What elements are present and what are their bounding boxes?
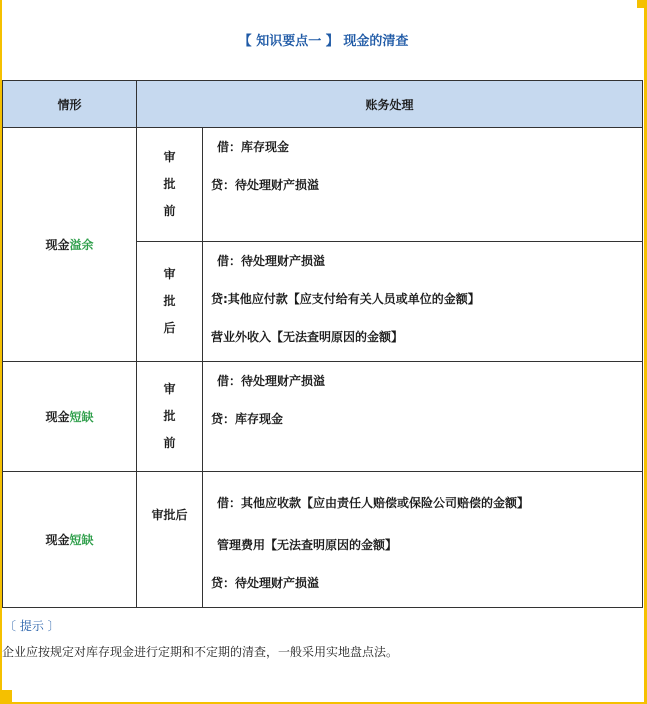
- stage-char: 前: [163, 436, 176, 450]
- situation-highlight: 溢余: [69, 238, 94, 252]
- entries-cell: [203, 472, 643, 608]
- situation-cell: [3, 472, 137, 608]
- journal-entry: 贷:其他应付款【应支付给有关人员或单位的金额】: [211, 292, 480, 306]
- approval-stage-cell: [137, 128, 203, 242]
- journal-entry: 借：库存现金: [217, 140, 290, 154]
- approval-stage-cell: [137, 242, 203, 362]
- stage-char: 审: [163, 382, 176, 396]
- entries-cell: [203, 362, 643, 472]
- section-title: [0, 30, 647, 49]
- approval-stage-cell: 审批后: [137, 472, 203, 608]
- journal-entry: 营业外收入【无法查明原因的金额】: [211, 330, 404, 344]
- situation-highlight: 短缺: [69, 410, 94, 424]
- stage-char: 批: [163, 177, 176, 191]
- title-close-bracket: 】: [325, 34, 339, 49]
- tip-label: 〔 提示 〕: [4, 619, 60, 633]
- journal-entry: 借：待处理财产损溢: [217, 374, 326, 388]
- tip-text: 企业应按规定对库存现金进行定期和不定期的清查，一般采用实地盘点法。: [2, 645, 399, 659]
- table-row: [3, 362, 643, 472]
- header-situation: 情形: [3, 81, 137, 128]
- journal-entry: 贷：库存现金: [211, 412, 284, 426]
- title-open-bracket: 【: [238, 34, 252, 49]
- title-subject: 现金的清查: [343, 34, 409, 49]
- stage-char: 审: [163, 267, 176, 281]
- journal-entry: 贷：待处理财产损溢: [211, 576, 320, 590]
- situation-prefix: 现金: [45, 533, 70, 547]
- stage-char: 前: [163, 204, 176, 218]
- situation-highlight: 短缺: [69, 533, 94, 547]
- cash-check-table: [2, 80, 643, 608]
- entries-cell: [203, 128, 643, 242]
- stage-char: 审: [163, 150, 176, 164]
- journal-entry: 贷：待处理财产损溢: [211, 178, 320, 192]
- header-accounting: 账务处理: [137, 81, 643, 128]
- journal-entry: 管理费用【无法查明原因的金额】: [217, 538, 398, 552]
- situation-prefix: 现金: [45, 238, 70, 252]
- title-topic: 知识要点一: [256, 34, 322, 49]
- situation-cell: [3, 128, 137, 362]
- situation-cell: [3, 362, 137, 472]
- situation-prefix: 现金: [45, 410, 70, 424]
- corner-accent-bottom-left: [0, 690, 12, 704]
- approval-stage-cell: [137, 362, 203, 472]
- stage-char: 批: [163, 294, 176, 308]
- stage-char: 后: [163, 321, 176, 335]
- table-row: [3, 128, 643, 242]
- entries-cell: [203, 242, 643, 362]
- table-header-row: [3, 81, 643, 128]
- table-row: [3, 472, 643, 608]
- corner-accent-top-right: [637, 0, 647, 8]
- stage-char: 批: [163, 409, 176, 423]
- journal-entry: 借：其他应收款【应由责任人赔偿或保险公司赔偿的金额】: [217, 496, 530, 510]
- journal-entry: 借：待处理财产损溢: [217, 254, 326, 268]
